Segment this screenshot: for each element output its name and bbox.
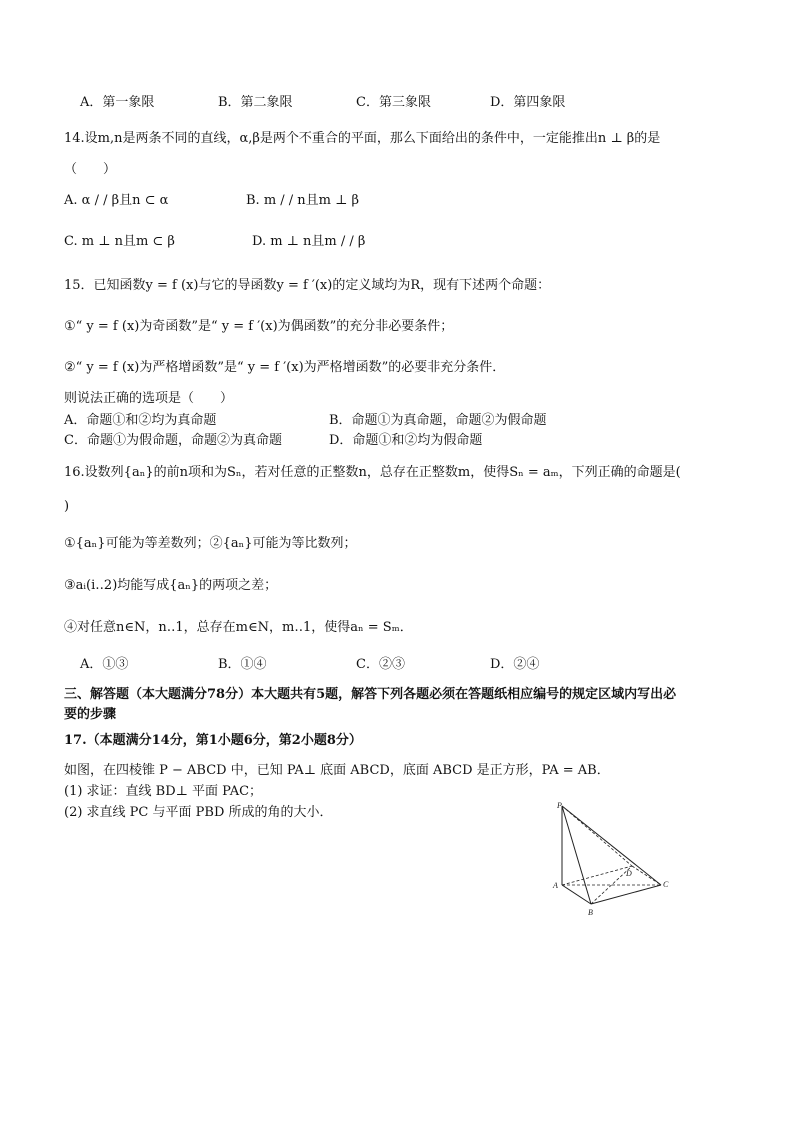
q16-choices	[80, 656, 539, 674]
q15-prop1: ①“ y = f (x)为奇函数”是“ y = f ′(x)为偶函数”的充分非必要条件；	[64, 319, 454, 334]
q16-choice-a: A．①③	[80, 657, 129, 672]
q14-choice-d: D. m ⊥ n且m / / β	[252, 234, 366, 249]
section3-title-line1: 三、解答题（本大题满分78分）本大题共有5题，解答下列各题必须在答题纸相应编号的规定区域内写出必	[64, 687, 677, 702]
label-c: C	[663, 880, 669, 889]
q16-item3: ③aᵢ(i‥2)均能写成{aₙ}的两项之差；	[64, 578, 278, 593]
q14-choice-b: B. m / / n且m ⊥ β	[246, 193, 360, 208]
q16-item4: ④对任意n∈N，n‥1，总存在m∈N，m‥1，使得aₙ = Sₘ．	[64, 620, 413, 635]
pyramid-figure	[548, 794, 678, 920]
q15-question: 则说法正确的选项是（ ）	[64, 391, 234, 406]
label-d: D	[626, 869, 632, 878]
q15-prop2: ②“ y = f (x)为严格增函数”是“ y = f ′(x)为严格增函数”的必要非充分条件．	[64, 360, 506, 375]
q16-item1: ①{aₙ}可能为等差数列；②{aₙ}可能为等比数列；	[64, 536, 357, 551]
q13-choices	[80, 94, 565, 112]
label-p: P	[557, 801, 562, 810]
q14-paren: （ ）	[64, 162, 117, 177]
q14-stem: 14.设m,n是两条不同的直线，α,β是两个不重合的平面，那么下面给出的条件中，一定能推出n ⊥ β的是	[64, 131, 661, 146]
q13-choice-a: A．第一象限	[80, 95, 155, 110]
q17-part2: (2) 求直线 PC 与平面 PBD 所成的角的大小．	[64, 805, 333, 820]
q14-choice-c: C. m ⊥ n且m ⊂ β	[64, 234, 175, 249]
q17-stem: 如图，在四棱锥 P − ABCD 中，已知 PA⊥ 底面 ABCD，底面 ABCD 是正方形，PA = AB．	[64, 763, 610, 778]
label-b: B	[588, 908, 593, 917]
q15-choice-a: A．命题①和②均为真命题	[64, 413, 217, 428]
q13-choice-c: C．第三象限	[356, 95, 431, 110]
q15-choice-d: D．命题①和②均为假命题	[329, 433, 483, 448]
q16-choice-b: B．①④	[218, 657, 267, 672]
q15-choice-c: C．命题①为假命题，命题②为真命题	[64, 433, 282, 448]
q16-stem-end: )	[64, 499, 70, 514]
q16-stem: 16.设数列{aₙ}的前n项和为Sₙ，若对任意的正整数n，总存在正整数m，使得Sₙ = aₘ，下列正确的命题是(	[64, 465, 681, 480]
q15-stem: 15．已知函数y = f (x)与它的导函数y = f ′(x)的定义域均为R，现有下述两个命题：	[64, 278, 551, 293]
label-a: A	[553, 881, 558, 890]
q16-choice-d: D．②④	[490, 657, 540, 672]
section3-title-line2: 要的步骤	[64, 707, 117, 722]
q17-header: 17.（本题满分14分，第1小题6分，第2小题8分）	[64, 733, 362, 748]
q15-choice-b: B．命题①为真命题，命题②为假命题	[329, 413, 547, 428]
q13-choice-d: D．第四象限	[490, 95, 566, 110]
q17-part1: (1) 求证：直线 BD⊥ 平面 PAC；	[64, 784, 263, 799]
q14-choice-a: A. α / / β且n ⊂ α	[64, 193, 169, 208]
q13-choice-b: B．第二象限	[218, 95, 293, 110]
q16-choice-c: C．②③	[356, 657, 405, 672]
